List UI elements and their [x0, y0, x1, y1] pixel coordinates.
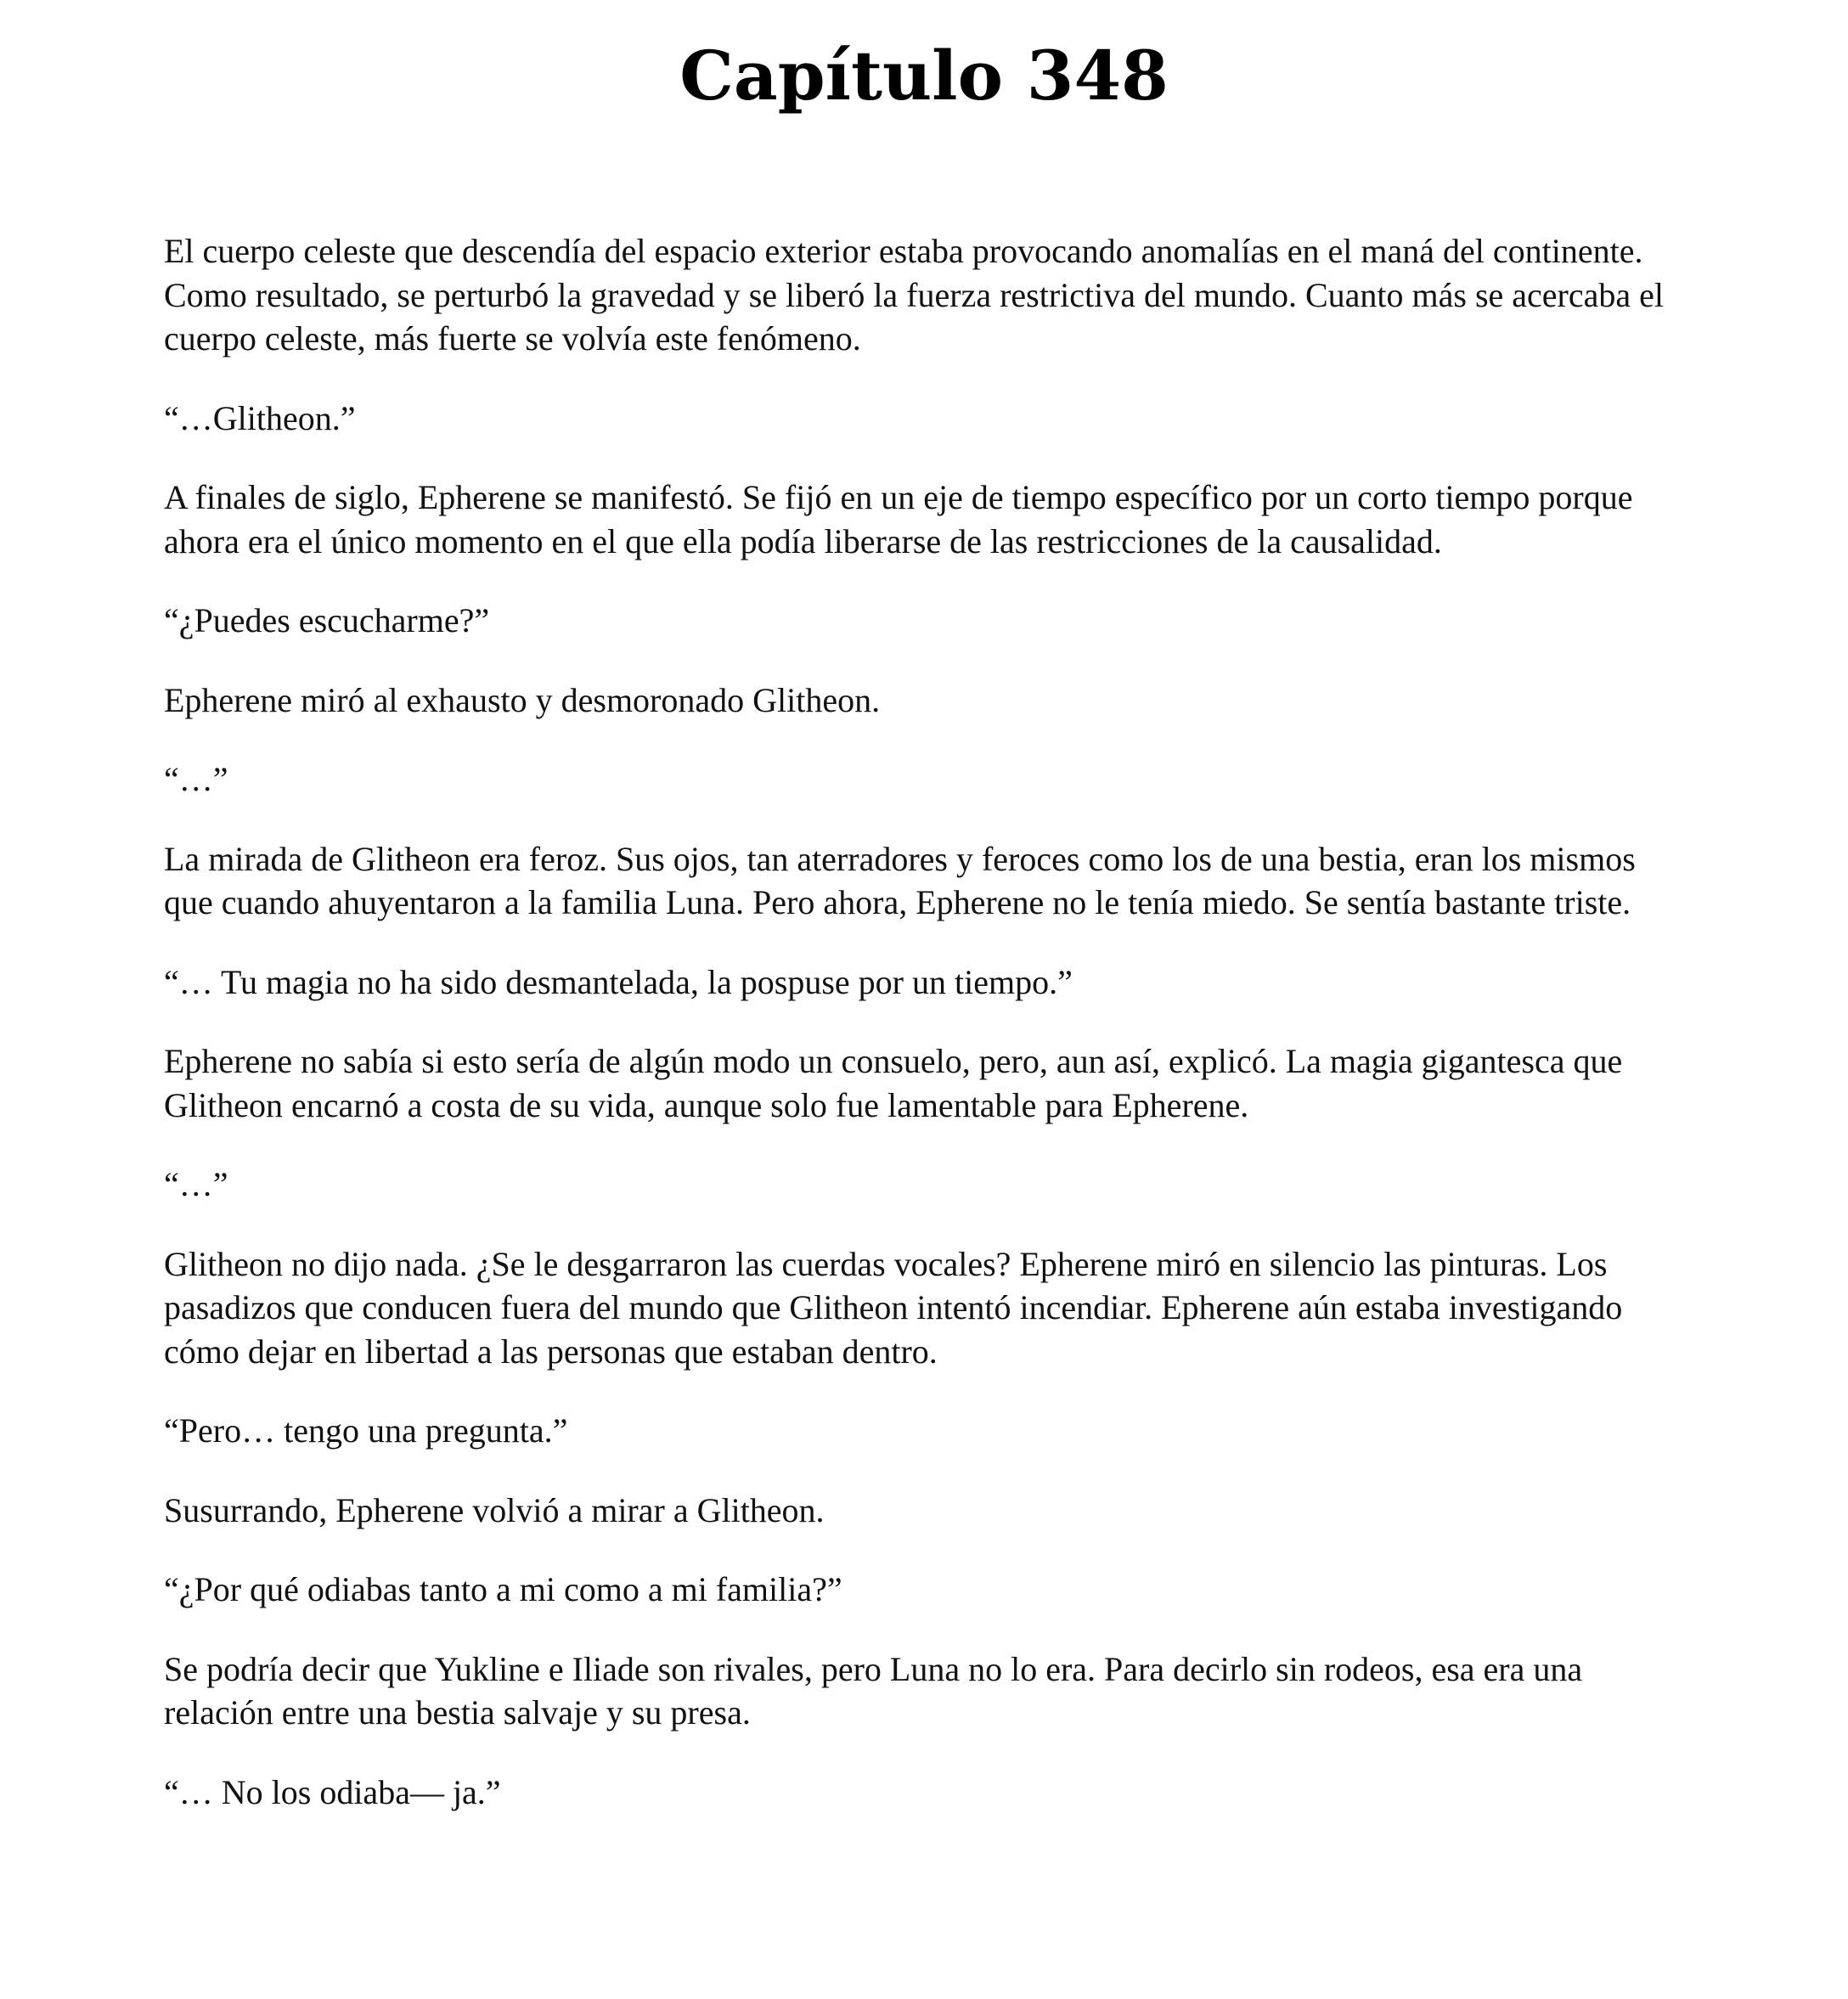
paragraph: La mirada de Glitheon era feroz. Sus ojos, tan aterradores y feroces como los de una bestia, eran los mismos que cuando ahuyentaron a la familia Luna. Pero ahora, Epherene no le tenía miedo. Se sentía bastante triste. [164, 839, 1636, 921]
paragraph: “¿Por qué odiabas tanto a mi como a mi familia?” [164, 1570, 842, 1608]
chapter-body [164, 229, 1693, 1850]
paragraph: Se podría decir que Yukline e Iliade son rivales, pero Luna no lo era. Para decirlo sin rodeos, esa era una relación entre una bestia salvaje y su presa. [164, 1649, 1583, 1732]
paragraph: “… Tu magia no ha sido desmantelada, la pospuse por un tiempo.” [164, 962, 1073, 1001]
paragraph: Glitheon no dijo nada. ¿Se le desgarraron las cuerdas vocales? Epherene miró en silencio las pinturas. Los pasadizos que conducen fuera del mundo que Glitheon intentó incendiar. Epherene aún estaba investigando cómo dejar en libertad a las personas que estaban dentro. [164, 1244, 1623, 1371]
paragraph: A finales de siglo, Epherene se manifestó. Se fijó en un eje de tiempo específico por un corto tiempo porque ahora era el único momento en el que ella podía liberarse de las restricciones de la causalidad. [164, 478, 1633, 560]
chapter-title: Capítulo 348 [679, 36, 1169, 115]
paragraph: “…” [164, 760, 228, 798]
paragraph: “Pero… tengo una pregunta.” [164, 1411, 568, 1450]
paragraph: “…Glitheon.” [164, 398, 356, 437]
paragraph: “¿Puedes escucharme?” [164, 601, 490, 639]
paragraph: Epherene miró al exhausto y desmoronado Glitheon. [164, 680, 881, 719]
paragraph: “…” [164, 1165, 228, 1203]
paragraph: Epherene no sabía si esto sería de algún modo un consuelo, pero, aun así, explicó. La magia gigantesca que Glitheon encarnó a costa de su vida, aunque solo fue lamentable para Epherene. [164, 1042, 1623, 1124]
paragraph: El cuerpo celeste que descendía del espacio exterior estaba provocando anomalías en el maná del continente. Como resultado, se perturbó la gravedad y se liberó la fuerza restrictiva del mundo. Cuanto más se acercaba el cuerpo celeste, más fuerte se volvía este fenómeno. [164, 232, 1664, 358]
paragraph: Susurrando, Epherene volvió a mirar a Glitheon. [164, 1490, 825, 1529]
paragraph: “… No los odiaba— ja.” [164, 1772, 501, 1811]
